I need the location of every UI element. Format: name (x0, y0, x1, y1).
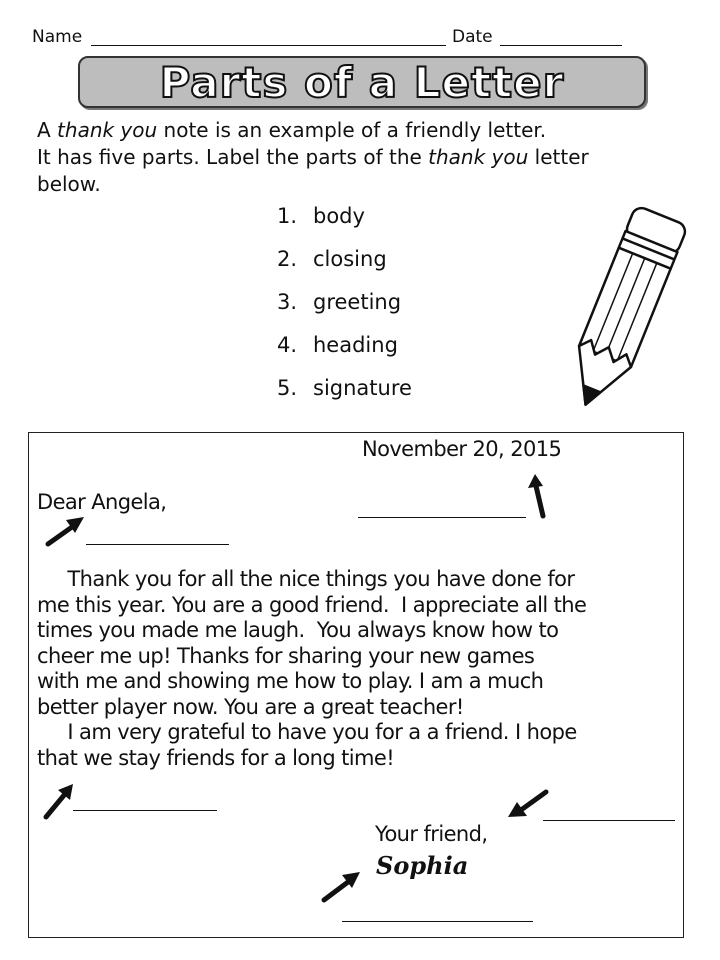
word-bank (277, 204, 412, 419)
letter-closing: Your friend, (375, 822, 488, 846)
answer-blank-greeting[interactable] (86, 544, 229, 545)
intro-emphasis: thank you (57, 118, 158, 142)
body-line: better player now. You are a great teacher! (37, 694, 464, 719)
body-line: times you made me laugh. You always know how to (37, 618, 559, 642)
date-field[interactable] (500, 45, 622, 46)
word-number: 2. (277, 247, 298, 271)
arrow-icon (42, 514, 88, 550)
word-bank-item (277, 290, 412, 333)
word-bank-item (277, 376, 412, 419)
word-number: 1. (277, 204, 298, 228)
arrow-icon (318, 868, 364, 906)
intro-text: It has five parts. Label the parts of the (37, 145, 429, 169)
word-number: 4. (277, 333, 298, 357)
answer-blank-body[interactable] (73, 810, 217, 811)
instructions-line-1 (37, 117, 677, 144)
answer-blank-closing[interactable] (543, 820, 675, 821)
intro-text: note is an example of a friendly letter. (157, 118, 547, 142)
word-bank-item (277, 333, 412, 376)
word-text: body (313, 204, 365, 228)
body-line: with me and showing me how to play. I am a much (37, 669, 544, 693)
body-line: I am very grateful to have you for a a friend. I hope (37, 720, 577, 744)
body-line: that we stay friends for a long time! (37, 745, 395, 770)
body-line: Thank you for all the nice things you have done for (37, 567, 575, 591)
letter-greeting: Dear Angela, (37, 490, 167, 514)
letter-date: November 20, 2015 (362, 437, 562, 461)
intro-text: A (37, 118, 58, 142)
body-line: cheer me up! Thanks for sharing your new games (37, 643, 535, 668)
instructions (37, 117, 677, 198)
word-number: 3. (277, 290, 298, 314)
arrow-icon (505, 786, 551, 820)
intro-text: letter (528, 145, 589, 169)
word-text: signature (313, 376, 412, 400)
word-text: closing (313, 247, 387, 271)
word-text: heading (313, 333, 398, 357)
body-line: me this year. You are a good friend. I appreciate all the (37, 592, 587, 617)
word-text: greeting (313, 290, 402, 314)
title-banner (78, 56, 646, 108)
date-label: Date (452, 27, 493, 47)
answer-blank-heading[interactable] (358, 517, 526, 518)
letter-signature: Sophia (376, 851, 469, 880)
instructions-line-2 (37, 144, 677, 171)
word-bank-item (277, 247, 412, 290)
intro-emphasis: thank you (428, 145, 529, 169)
page-title: Parts of a Letter (159, 57, 565, 107)
name-field[interactable] (91, 45, 446, 46)
instructions-line-3: below. (37, 172, 101, 196)
letter-body (37, 567, 682, 771)
name-label: Name (32, 27, 83, 47)
arrow-icon (40, 782, 78, 822)
answer-blank-signature[interactable] (342, 921, 533, 922)
word-bank-item (277, 204, 412, 247)
word-number: 5. (277, 376, 298, 400)
arrow-icon (525, 472, 555, 522)
pencil-icon (548, 200, 698, 425)
